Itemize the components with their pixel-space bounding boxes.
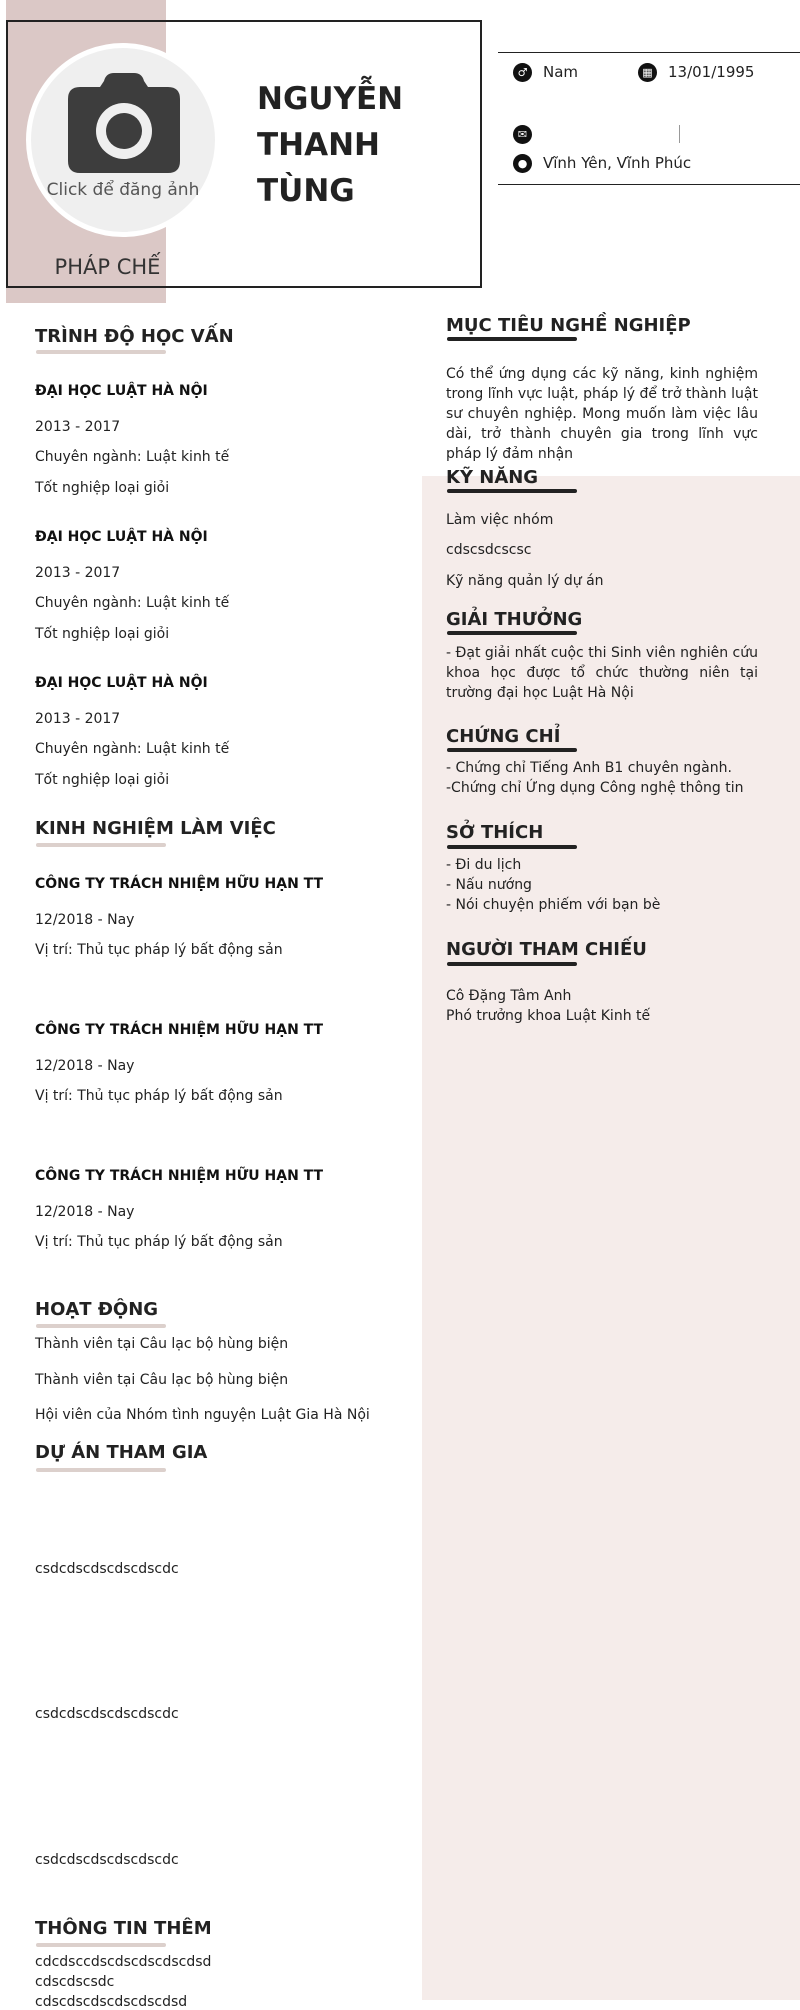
education-underline <box>36 350 166 354</box>
more-info-line-3[interactable]: cdscdscdscdscdscdsd <box>35 1994 188 2010</box>
calendar-icon: ▦ <box>638 63 657 82</box>
exp-1-company[interactable]: CÔNG TY TRÁCH NHIỆM HỮU HẠN TT <box>35 876 324 892</box>
name-line-2: THANH TÙNG <box>257 127 380 209</box>
edu-3-result[interactable]: Tốt nghiệp loại giỏi <box>35 772 170 788</box>
education-title: TRÌNH ĐỘ HỌC VẤN <box>35 326 234 347</box>
candidate-name[interactable] <box>257 76 477 214</box>
objective-text[interactable]: Có thể ứng dụng các kỹ năng, kinh nghiệm trong lĩnh vực luật, pháp lý để trở thành luật sư chuyên nghiệp. Mong muốn làm việc lâu dài, trở thành chuyên gia trong lĩnh vực pháp lý đảm nhận <box>446 366 758 462</box>
gender-value[interactable]: Nam <box>543 63 579 81</box>
email-field[interactable] <box>543 125 680 143</box>
exp-3-company[interactable]: CÔNG TY TRÁCH NHIỆM HỮU HẠN TT <box>35 1168 324 1184</box>
edu-1-result[interactable]: Tốt nghiệp loại giỏi <box>35 480 170 496</box>
exp-2-period[interactable]: 12/2018 - Nay <box>35 1058 135 1074</box>
objective-underline <box>447 337 577 341</box>
job-title[interactable]: PHÁP CHẾ <box>54 255 161 279</box>
right-column-background <box>422 476 800 2000</box>
edu-3-major[interactable]: Chuyên ngành: Luật kinh tế <box>35 741 230 757</box>
activity-3[interactable]: Hội viên của Nhóm tình nguyện Luật Gia Hà Nội <box>35 1407 370 1423</box>
references-title: NGƯỜI THAM CHIẾU <box>446 939 647 960</box>
awards-text[interactable]: - Đạt giải nhất cuộc thi Sinh viên nghiên cứu khoa học được tổ chức thường niên tại trường đại học Luật Hà Nội <box>446 645 758 701</box>
avatar-upload[interactable] <box>26 43 220 237</box>
experience-title: KINH NGHIỆM LÀM VIỆC <box>35 818 276 839</box>
certificate-2[interactable]: -Chứng chỉ Ứng dụng Công nghệ thông tin <box>446 780 744 796</box>
skills-title: KỸ NĂNG <box>446 467 539 488</box>
contact-top-rule <box>498 52 800 53</box>
camera-icon <box>68 73 180 173</box>
projects-title: DỰ ÁN THAM GIA <box>35 1442 208 1463</box>
exp-3-position[interactable]: Vị trí: Thủ tục pháp lý bất động sản <box>35 1234 283 1250</box>
gender-icon: ♂ <box>513 63 532 82</box>
reference-name[interactable]: Cô Đặng Tâm Anh <box>446 988 572 1004</box>
hobbies-title: SỞ THÍCH <box>446 822 544 843</box>
skill-1[interactable]: Làm việc nhóm <box>446 512 554 528</box>
activity-1[interactable]: Thành viên tại Câu lạc bộ hùng biện <box>35 1336 289 1352</box>
references-underline <box>447 962 577 966</box>
project-1[interactable]: csdcdscdscdscdscdc <box>35 1561 179 1577</box>
activity-2[interactable]: Thành viên tại Câu lạc bộ hùng biện <box>35 1372 289 1388</box>
skill-2[interactable]: cdscsdcscsc <box>446 542 532 558</box>
edu-1-period[interactable]: 2013 - 2017 <box>35 419 121 435</box>
skills-underline <box>447 489 577 493</box>
edu-3-period[interactable]: 2013 - 2017 <box>35 711 121 727</box>
contact-bottom-rule <box>498 184 800 185</box>
edu-1-major[interactable]: Chuyên ngành: Luật kinh tế <box>35 449 230 465</box>
edu-3-school[interactable]: ĐẠI HỌC LUẬT HÀ NỘI <box>35 675 208 691</box>
activities-underline <box>36 1324 166 1328</box>
certificates-title: CHỨNG CHỈ <box>446 726 561 747</box>
exp-2-position[interactable]: Vị trí: Thủ tục pháp lý bất động sản <box>35 1088 283 1104</box>
skill-3[interactable]: Kỹ năng quản lý dự án <box>446 573 604 589</box>
edu-2-school[interactable]: ĐẠI HỌC LUẬT HÀ NỘI <box>35 529 208 545</box>
hobbies-underline <box>447 845 577 849</box>
exp-3-period[interactable]: 12/2018 - Nay <box>35 1204 135 1220</box>
hobby-3[interactable]: - Nói chuyện phiếm với bạn bè <box>446 897 661 913</box>
activities-title: HOẠT ĐỘNG <box>35 1299 159 1320</box>
more-info-underline <box>36 1943 166 1947</box>
exp-2-company[interactable]: CÔNG TY TRÁCH NHIỆM HỮU HẠN TT <box>35 1022 324 1038</box>
certificate-1[interactable]: - Chứng chỉ Tiếng Anh B1 chuyên ngành. <box>446 760 732 776</box>
edu-2-result[interactable]: Tốt nghiệp loại giỏi <box>35 626 170 642</box>
more-info-line-2[interactable]: cdscdscsdc <box>35 1974 115 1990</box>
exp-1-period[interactable]: 12/2018 - Nay <box>35 912 135 928</box>
location-icon: ● <box>513 154 532 173</box>
birthday-value[interactable]: 13/01/1995 <box>668 63 755 81</box>
more-info-line-1[interactable]: cdcdsccdscdscdscdscdsd <box>35 1954 212 1970</box>
hobby-2[interactable]: - Nấu nướng <box>446 877 532 893</box>
avatar-caption: Click để đăng ảnh <box>46 180 200 200</box>
experience-underline <box>36 843 166 847</box>
edu-1-school[interactable]: ĐẠI HỌC LUẬT HÀ NỘI <box>35 383 208 399</box>
awards-underline <box>447 631 577 635</box>
objective-title: MỤC TIÊU NGHỀ NGHIỆP <box>446 315 691 336</box>
edu-2-major[interactable]: Chuyên ngành: Luật kinh tế <box>35 595 230 611</box>
name-line-1: NGUYỄN <box>257 81 404 117</box>
address-value[interactable]: Vĩnh Yên, Vĩnh Phúc <box>543 154 692 172</box>
edu-2-period[interactable]: 2013 - 2017 <box>35 565 121 581</box>
more-info-title: THÔNG TIN THÊM <box>35 1918 212 1939</box>
mail-icon: ✉ <box>513 125 532 144</box>
awards-title: GIẢI THƯỞNG <box>446 609 583 630</box>
certificates-underline <box>447 748 577 752</box>
project-3[interactable]: csdcdscdscdscdscdc <box>35 1852 179 1868</box>
hobby-1[interactable]: - Đi du lịch <box>446 857 522 873</box>
exp-1-position[interactable]: Vị trí: Thủ tục pháp lý bất động sản <box>35 942 283 958</box>
reference-position[interactable]: Phó trưởng khoa Luật Kinh tế <box>446 1008 651 1024</box>
project-2[interactable]: csdcdscdscdscdscdc <box>35 1706 179 1722</box>
projects-underline <box>36 1468 166 1472</box>
